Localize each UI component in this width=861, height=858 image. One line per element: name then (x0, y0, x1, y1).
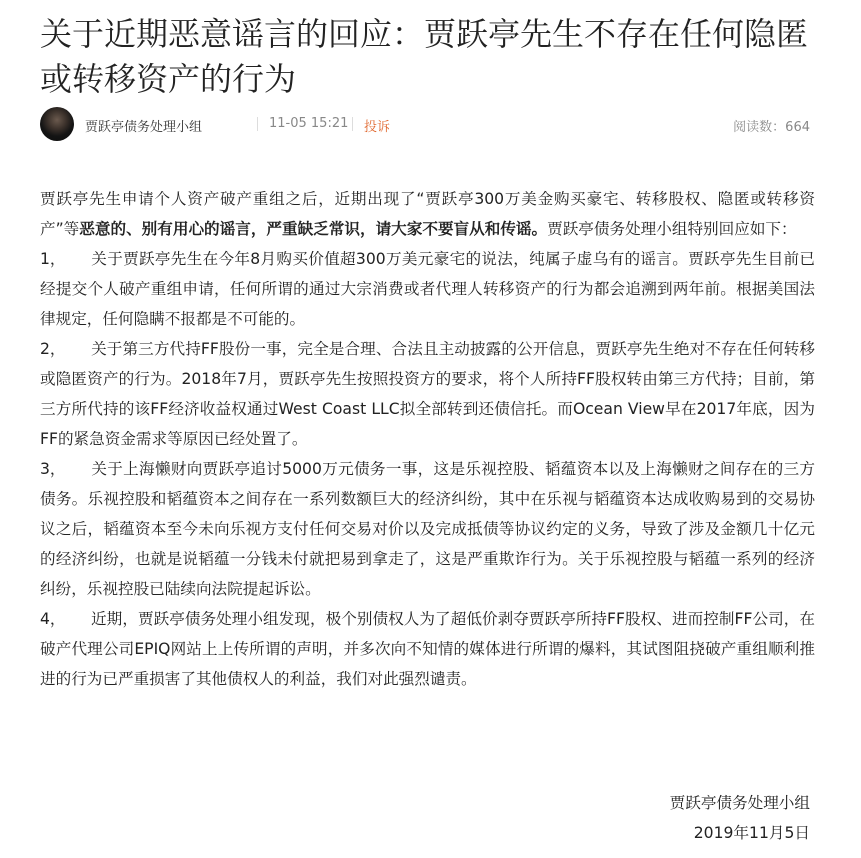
list-item (40, 604, 815, 694)
article-title: 关于近期恶意谣言的回应：贾跃亭先生不存在任何隐匿或转移资产的行为 (40, 15, 809, 98)
item-text: 关于第三方代持FF股份一事，完全是合理、合法且主动披露的公开信息，贾跃亭先生绝对不存在任何转移或隐匿资产的行为。2018年7月，贾跃亭先生按照投资方的要求，将个人所持FF股权转由第三方代持；目前，第三方所代持的该FF经济收益权通过West Coast LLC拟全部转到还债信托。而Ocean View早在2017年底，因为FF的紧急资金需求等原因已经处置了。 (40, 340, 815, 448)
item-number: 3， (40, 460, 66, 478)
signature (670, 788, 810, 848)
publish-time: 11-05 15:21 (269, 116, 349, 131)
item-number: 2， (40, 340, 66, 358)
list-item (40, 244, 815, 334)
meta-divider (352, 117, 353, 131)
item-number: 4， (40, 610, 66, 628)
intro-text: 贾跃亭债务处理小组特别回应如下： (547, 220, 797, 238)
item-number: 1， (40, 250, 66, 268)
item-text: 关于上海懒财向贾跃亭追讨5000万元债务一事，这是乐视控股、韬蕴资本以及上海懒财之间存在的三方债务。乐视控股和韬蕴资本之间存在一系列数额巨大的经济纠纷，其中在乐视与韬蕴资本达成收购易到的交易协议之后，韬蕴资本至今未向乐视方支付任何交易对价以及完成抵债等协议约定的义务，导致了涉及金额几十亿元的经济纠纷，也就是说韬蕴一分钱未付就把易到拿走了，这是严重欺诈行为。关于乐视控股与韬蕴一系列的经济纠纷，乐视控股已陆续向法院提起诉讼。 (40, 460, 815, 598)
list-item (40, 334, 815, 454)
meta-divider (257, 117, 258, 131)
article-body (40, 184, 815, 694)
signature-org: 贾跃亭债务处理小组 (669, 794, 810, 812)
item-text: 关于贾跃亭先生在今年8月购买价值超300万美元豪宅的说法，纯属子虚乌有的谣言。贾跃亭先生目前已经提交个人破产重组申请，任何所谓的通过大宗消费或者代理人转移资产的行为都会追溯到两年前。根据美国法律规定，任何隐瞒不报都是不可能的。 (40, 250, 815, 328)
author-name[interactable]: 贾跃亭债务处理小组 (85, 120, 203, 135)
intro-text: 贾跃亭先生申请个人资产破产重组之后，近期出现了“贾跃亭300万美金购买豪宅、转移股权、隐匿或转移资产”等 (40, 190, 815, 238)
read-count: 阅读数：664 (733, 120, 810, 135)
intro-paragraph (40, 184, 815, 244)
intro-emphasis: 恶意的、别有用心的谣言，严重缺乏常识，请大家不要盲从和传谣。 (79, 220, 548, 238)
avatar-icon[interactable] (40, 107, 74, 141)
list-item (40, 454, 815, 604)
article-meta (40, 107, 810, 143)
report-link[interactable]: 投诉 (364, 120, 391, 135)
item-text: 近期，贾跃亭债务处理小组发现，极个别债权人为了超低价剥夺贾跃亭所持FF股权、进而控制FF公司，在破产代理公司EPIQ网站上上传所谓的声明，并多次向不知情的媒体进行所谓的爆料，其试图阻挠破产重组顺利推进的行为已严重损害了其他债权人的利益，我们对此强烈谴责。 (40, 610, 815, 688)
signature-date: 2019年11月5日 (693, 824, 810, 842)
